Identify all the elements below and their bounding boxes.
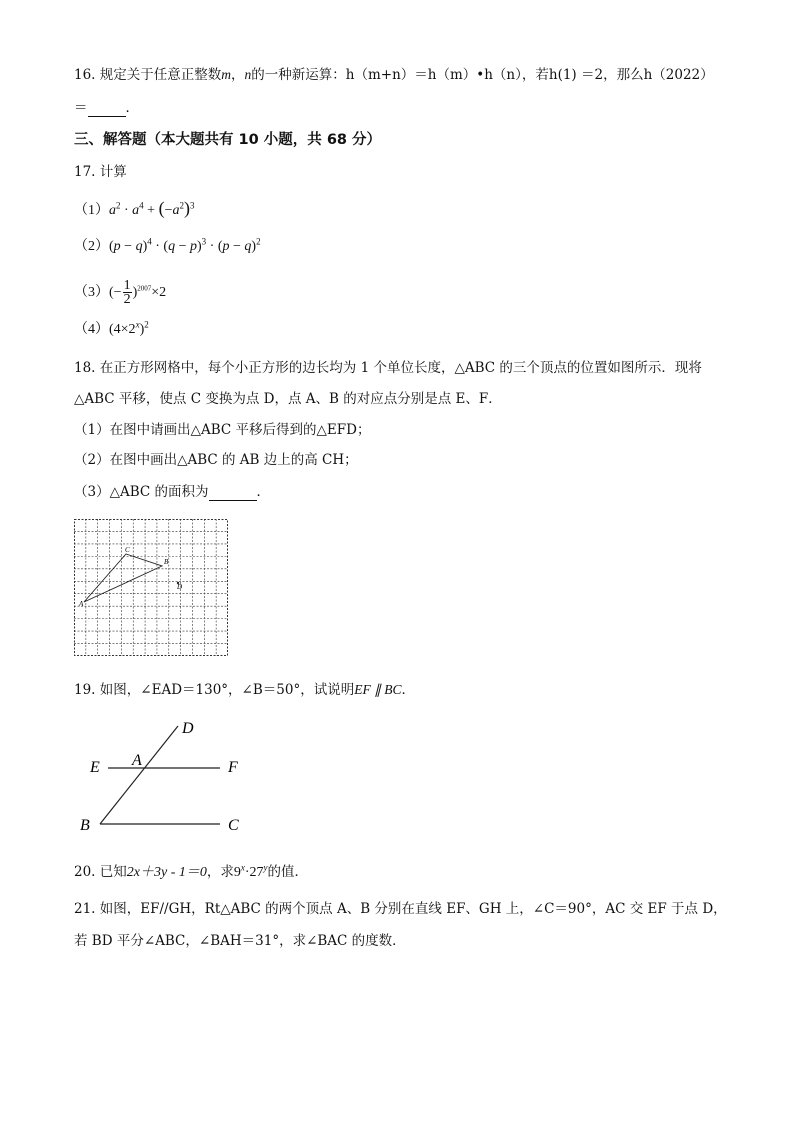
triangle-abc <box>84 554 162 602</box>
q16-number: 16. <box>74 67 96 83</box>
q19-text-a: 如图，∠EAD＝130°，∠B＝50°，试说明 <box>99 682 355 698</box>
q20-text-a: 已知 <box>99 864 127 880</box>
q21-line2: 若 BD 平分∠ABC，∠BAH＝31°，求∠BAC 的度数． <box>74 933 406 949</box>
q18-sub3-text: （3）△ABC 的面积为 <box>74 484 209 500</box>
q17-part4 <box>74 321 149 339</box>
q16-equals: ＝ <box>74 100 88 116</box>
q17-p3-exp: 2007 <box>137 284 152 293</box>
q17-p4-x: x <box>135 319 140 330</box>
label-a: A <box>79 600 84 608</box>
label-b: B <box>80 817 90 834</box>
q20-exp1: x <box>240 862 245 873</box>
q21-text-line1: 如图，EF//GH，Rt△ABC 的两个顶点 A、B 分别在直线 EF、GH 上，∠C＝90°，AC 交 EF 于点 D， <box>99 901 727 917</box>
q16-var-n: n <box>244 67 252 82</box>
q20-text-b: ，求 <box>206 864 234 880</box>
q19-figure <box>74 712 264 840</box>
label-e: E <box>90 759 100 776</box>
q17-p1-exp-a: 2 <box>116 200 121 211</box>
q17-p2-exp-b: 3 <box>201 236 207 247</box>
q19-text-b: EF ∥ BC <box>354 682 402 697</box>
q17-p2-label: （2） <box>74 239 109 254</box>
q17-p1-label: （1） <box>74 203 109 218</box>
q17-p3-numerator: 1 <box>123 278 131 294</box>
q20-dot: · <box>244 865 250 880</box>
q18-sub1: （1）在图中请画出△ABC 平移后得到的△EFD； <box>74 422 371 438</box>
label-b: B <box>164 558 169 566</box>
q16-text-b: 的一种新运算： <box>251 67 346 83</box>
q17-p1-exp-d: 3 <box>189 200 195 211</box>
q17-part2: $(2)(p - q)^4 \cdot (q - p)^3 \cdot (p - q)^2$ <box>74 236 261 254</box>
q16-comma: ， <box>231 67 245 83</box>
q17-number: 17. <box>74 164 96 180</box>
q17-p2-exp-a: 4 <box>147 236 152 247</box>
q20-text-c: 的值． <box>267 864 309 880</box>
q20-line <box>74 863 308 882</box>
section3-heading: 三、解答题（本大题共有 10 小题，共 68 分） <box>74 132 382 148</box>
q17-p2-exp-c: 2 <box>256 236 261 247</box>
label-d: D <box>182 720 194 737</box>
q18-grid-figure <box>74 519 228 656</box>
q16-text-a: 规定关于任意正整数 <box>99 67 222 83</box>
label-f: F <box>228 759 238 776</box>
q19-text-c: ． <box>401 682 415 698</box>
q20-number: 20. <box>74 864 96 880</box>
q17-p1-exp-b: 4 <box>139 200 144 211</box>
label-c: C <box>228 817 239 834</box>
label-c: C <box>125 546 130 554</box>
q20-exp2: y <box>263 862 268 873</box>
q17-title-text: 计算 <box>99 164 127 180</box>
q17-title <box>74 163 127 181</box>
q19-line <box>74 681 415 699</box>
q17-p3-fraction <box>123 279 132 306</box>
q18-sub3-period: ． <box>256 484 271 500</box>
label-a: A <box>132 752 142 769</box>
label-d: D <box>177 583 183 591</box>
q16-var-m: m <box>221 67 232 82</box>
q18-text-line1: 在正方形网格中，每个小正方形的边长均为 1 个单位长度，△ABC 的三个顶点的位置如图所示．现将 <box>99 360 702 376</box>
q18-line1 <box>74 359 702 377</box>
q17-p4-label: （4） <box>74 322 109 337</box>
q17-p1-exp-c: 2 <box>179 200 184 211</box>
q17-p4-main: (4×2 <box>109 322 136 337</box>
q18-area-blank[interactable] <box>209 486 257 501</box>
q17-part1: $(1)a^2 \cdot a^4 + (-a^2)^3$ <box>74 198 195 218</box>
q16-equation: h（m+n）＝h（m）•h（n），若h(1) ＝2，那么h（2022） <box>345 67 714 83</box>
q17-p4-exp: 2 <box>144 319 149 330</box>
q17-p3-label: （3） <box>74 285 109 300</box>
q20-base2: 27 <box>249 865 264 880</box>
q20-base1: 9 <box>233 865 241 880</box>
q18-number: 18. <box>74 360 96 376</box>
q17-p3-denominator: 2 <box>123 292 131 308</box>
q21-line1 <box>74 900 727 918</box>
q18-sub3 <box>74 483 270 501</box>
q16-line2 <box>74 99 139 117</box>
q18-line2: △ABC 平移，使点 C 变换为点 D，点 A、B 的对应点分别是点 E、F． <box>74 391 502 407</box>
q19-number: 19. <box>74 682 96 698</box>
q21-number: 21. <box>74 901 96 917</box>
q20-equation: 2x＋3y - 1＝0 <box>126 865 207 880</box>
q18-sub2: （2）在图中画出△ABC 的 AB 边上的高 CH； <box>74 452 358 468</box>
q17-p3-tail: ×2 <box>151 285 167 300</box>
q16-period: ． <box>125 100 139 116</box>
q16-line1 <box>74 66 714 84</box>
line-bd <box>100 726 178 824</box>
q16-answer-blank[interactable] <box>88 102 126 117</box>
q17-p4-close: ) <box>139 322 145 337</box>
q17-part3: （3）(− $\frac{1}{2}$ )$^{2007}$×2 <box>74 278 167 308</box>
